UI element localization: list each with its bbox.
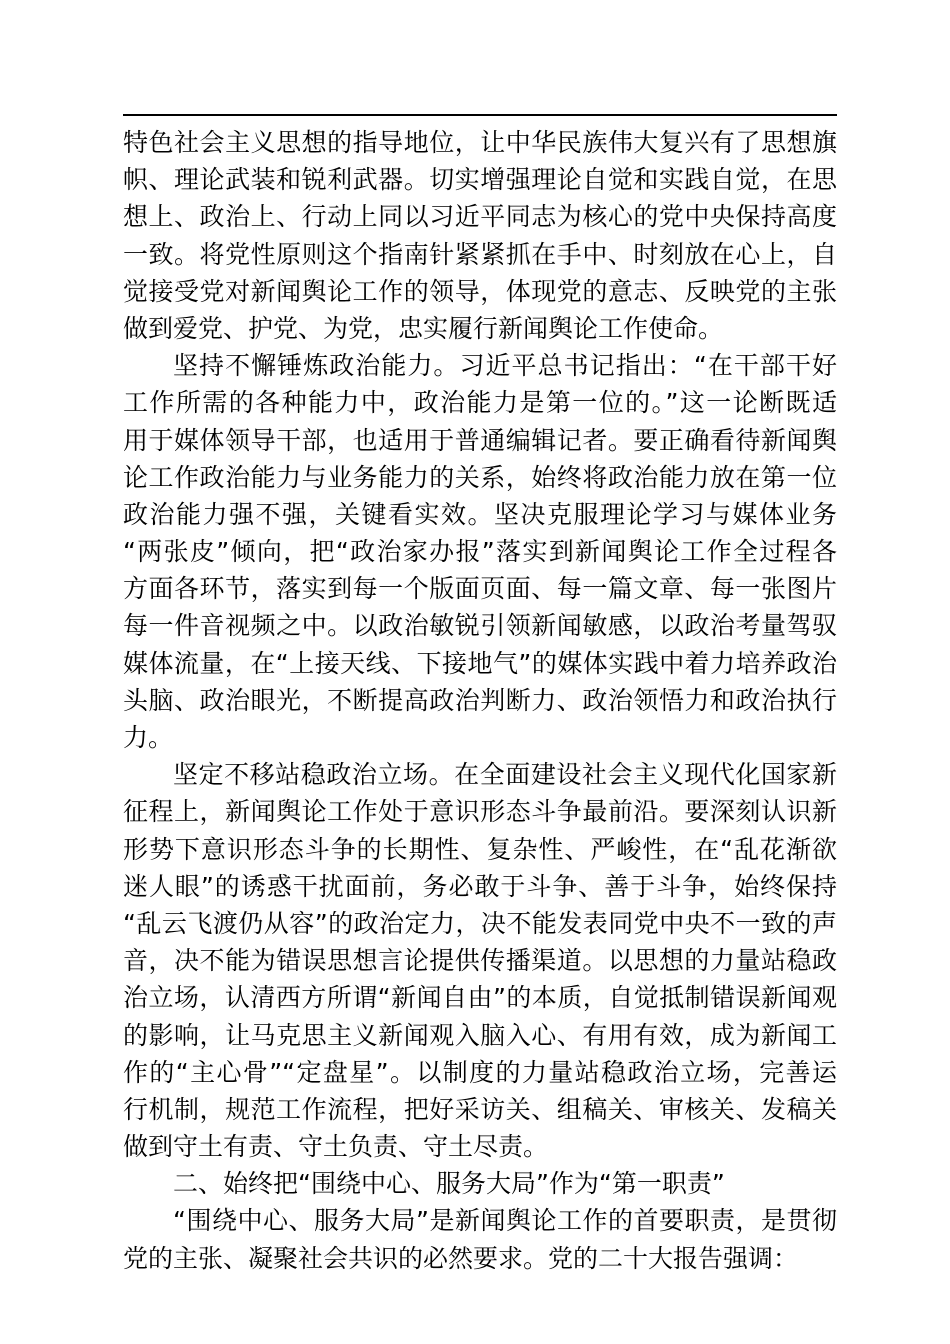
text-line: 做到守土有责、守土负责、守土尽责。 — [123, 1132, 549, 1162]
document-body — [123, 124, 837, 1277]
text-line: 做到爱党、护党、为党，忠实履行新闻舆论工作使命。 — [123, 313, 724, 343]
text-line: 坚持不懈锤炼政治能力。习近平总书记指出：“在干部干好 — [173, 351, 837, 381]
text-line: 政治能力强不强，关键看实效。坚决克服理论学习与媒体业务 — [123, 499, 837, 529]
text-line: “乱云飞渡仍从容”的政治定力，决不能发表同党中央不一致的声 — [123, 908, 837, 938]
text-line: 作的“主心骨”“定盘星”。以制度的力量站稳政治立场，完善运 — [123, 1057, 837, 1087]
text-line: 帜、理论武装和锐利武器。切实增强理论自觉和实践自觉，在思 — [123, 165, 837, 195]
paragraph-p4 — [123, 1165, 837, 1202]
text-line: 行机制，规范工作流程，把好采访关、组稿关、审核关、发稿关 — [123, 1094, 837, 1124]
text-line: 每一件音视频之中。以政治敏锐引领新闻敏感，以政治考量驾驭 — [123, 611, 837, 641]
paragraph-p2 — [123, 347, 837, 756]
text-line: 党的主张、凝聚社会共识的必然要求。党的二十大报告强调： — [123, 1243, 799, 1273]
text-line: 一致。将党性原则这个指南针紧紧抓在手中、时刻放在心上，自 — [123, 239, 837, 269]
text-line: 力。 — [123, 723, 174, 752]
text-line: 治立场，认清西方所谓“新闻自由”的本质，自觉抵制错误新闻观 — [123, 983, 837, 1013]
paragraph-p5 — [123, 1202, 837, 1276]
text-line: 头脑、政治眼光，不断提高政治判断力、政治领悟力和政治执行 — [123, 685, 837, 715]
text-line: 音，决不能为错误思想言论提供传播渠道。以思想的力量站稳政 — [123, 946, 837, 976]
text-line: 媒体流量，在“上接天线、下接地气”的媒体实践中着力培养政治 — [123, 648, 837, 678]
text-line: 征程上，新闻舆论工作处于意识形态斗争最前沿。要深刻认识新 — [123, 797, 837, 827]
text-line: “围绕中心、服务大局”是新闻舆论工作的首要职责，是贯彻 — [173, 1206, 837, 1236]
text-line: “两张皮”倾向，把“政治家办报”落实到新闻舆论工作全过程各 — [123, 537, 837, 567]
text-line: 特色社会主义思想的指导地位，让中华民族伟大复兴有了思想旗 — [123, 128, 837, 157]
text-line: 用于媒体领导干部，也适用于普通编辑记者。要正确看待新闻舆 — [123, 425, 837, 455]
text-line: 的影响，让马克思主义新闻观入脑入心、有用有效，成为新闻工 — [123, 1020, 837, 1050]
text-line: 迷人眼”的诱惑干扰面前，务必敢于斗争、善于斗争，始终保持 — [123, 871, 837, 901]
text-line: 坚定不移站稳政治立场。在全面建设社会主义现代化国家新 — [173, 760, 837, 790]
text-line: 觉接受党对新闻舆论工作的领导，体现党的意志、反映党的主张 — [123, 276, 837, 306]
paragraph-p1 — [123, 124, 837, 347]
text-line: 想上、政治上、行动上同以习近平同志为核心的党中央保持高度 — [123, 202, 837, 232]
text-line: 工作所需的各种能力中，政治能力是第一位的。”这一论断既适 — [123, 388, 837, 418]
text-line: 方面各环节，落实到每一个版面页面、每一篇文章、每一张图片 — [123, 574, 837, 604]
text-line: 论工作政治能力与业务能力的关系，始终将政治能力放在第一位 — [123, 462, 837, 492]
paragraph-p3 — [123, 756, 837, 1165]
header-rule — [123, 114, 837, 116]
text-line: 形势下意识形态斗争的长期性、复杂性、严峻性，在“乱花渐欲 — [123, 834, 837, 864]
text-line: 二、始终把“围绕中心、服务大局”作为“第一职责” — [173, 1169, 725, 1199]
